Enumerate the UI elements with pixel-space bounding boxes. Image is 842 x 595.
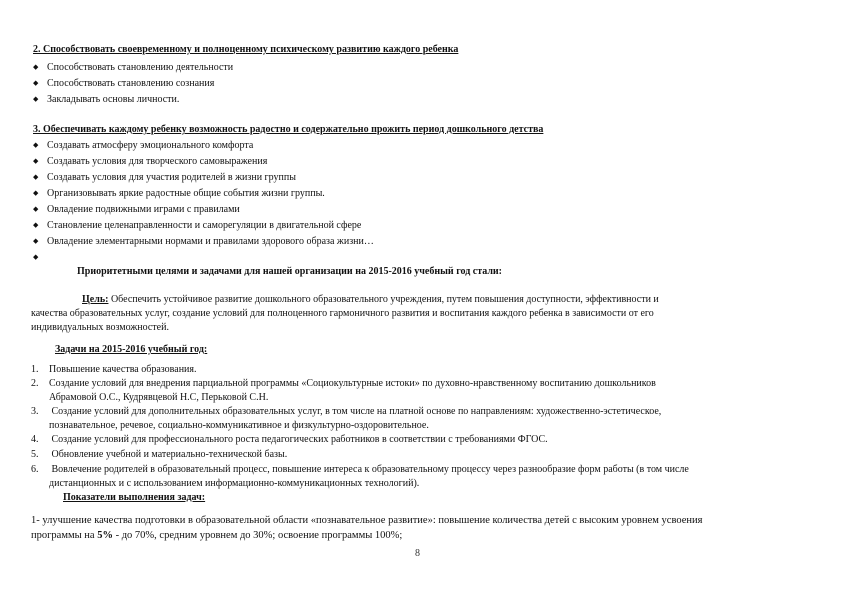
indicators-heading: Показатели выполнения задач: [63,492,206,503]
bullet-icon: ◆ [33,253,39,261]
tasks-heading: Задачи на 2015-2016 учебный год: [55,344,208,355]
bullet-icon: ◆ [33,79,39,87]
task-text: Создание условий для внедрения парциальной программы «Социокультурные истоки» по духовно-нравственному воспитанию дошкольников [49,378,656,389]
bullet-icon: ◆ [33,189,39,197]
task-text: Создание условий для дополнительных образовательных услуг, в том числе на платной основе по направлениям: художественно-эстетическое, [49,406,662,417]
task-item [31,433,548,446]
bullet-icon: ◆ [33,205,39,213]
bullet-icon: ◆ [33,221,39,229]
task-item [31,363,197,376]
task-text: Повышение качества образования. [49,364,197,375]
page-number: 8 [415,548,420,559]
bullet-icon: ◆ [33,141,39,149]
task-text: Создание условий для профессионального роста педагогических работников в соответствии с требованиями ФГОС. [49,434,548,445]
task-text-cont: дистанционных и с использованием информационно-коммуникационных технологий). [49,478,420,489]
task-number: 3. [31,406,39,417]
section-3-item: Создавать условия для творческого самовыражения [47,156,268,167]
section-3-heading: 3. Обеспечивать каждому ребенку возможность радостно и содержательно прожить период дошкольного детства [33,124,544,135]
goal-line-3: индивидуальных возможностей. [31,322,169,333]
bullet-icon: ◆ [33,173,39,181]
bullet-icon: ◆ [33,237,39,245]
section-3-item: Создавать атмосферу эмоционального комфорта [47,140,254,151]
task-item [31,405,661,418]
indicator-text: программы на [31,530,98,541]
indicator-line-2 [31,529,402,542]
task-item [31,377,656,390]
task-number: 4. [31,434,39,445]
task-number: 6. [31,464,39,475]
goal-line-2: качества образовательных услуг, создание условий для полноценного гармоничного развития и воспитания каждого ребенка в зависимости от его [31,308,654,319]
section-2-item: Закладывать основы личности. [47,94,180,105]
priorities-heading: Приоритетными целями и задачами для нашей организации на 2015-2016 учебный год стали: [77,266,503,277]
indicator-value: 5% [97,530,113,541]
section-3-item: Организовывать яркие радостные общие события жизни группы. [47,188,325,199]
bullet-icon: ◆ [33,63,39,71]
section-3-item: Овладение подвижными играми с правилами [47,204,240,215]
task-text-cont: Абрамовой О.С., Кудрявцевой Н.С, Перьковой С.Н. [49,392,269,403]
section-3-item: Овладение элементарными нормами и правилами здорового образа жизни… [47,236,374,247]
task-item [31,463,689,476]
section-2-heading: 2. Способствовать своевременному и полноценному психическому развитию каждого ребенка [33,44,459,55]
goal-label: Цель: [82,294,109,305]
section-3-item: Становление целенаправленности и саморегуляции в двигательной сфере [47,220,362,231]
task-text: Обновление учебной и материально-технической базы. [49,449,288,460]
section-3-item: Создавать условия для участия родителей в жизни группы [47,172,296,183]
task-text-cont: познавательное, речевое, социально-коммуникативное и физкультурно-оздоровительное. [49,420,429,431]
section-2-item: Способствовать становлению деятельности [47,62,234,73]
task-number: 5. [31,449,39,460]
task-text: Вовлечение родителей в образовательный процесс, повышение интереса к образовательному процессу через разнообразие форм работы (в том числе [49,464,689,475]
bullet-icon: ◆ [33,95,39,103]
indicator-text: - до 70%, средним уровнем до 30%; освоение программы 100%; [112,530,403,541]
goal-line-1 [82,293,659,306]
goal-text-1: Обеспечить устойчивое развитие дошкольного образовательного учреждения, путем повышения доступности, эффективности и [108,294,659,305]
indicator-line-1: 1- улучшение качества подготовки в образовательной области «познавательное развитие»: повышение количества детей с высоким уровнем усвоения [31,515,703,526]
task-number: 1. [31,364,39,375]
section-2-item: Способствовать становлению сознания [47,78,215,89]
bullet-icon: ◆ [33,157,39,165]
task-number: 2. [31,378,39,389]
task-item [31,448,287,461]
